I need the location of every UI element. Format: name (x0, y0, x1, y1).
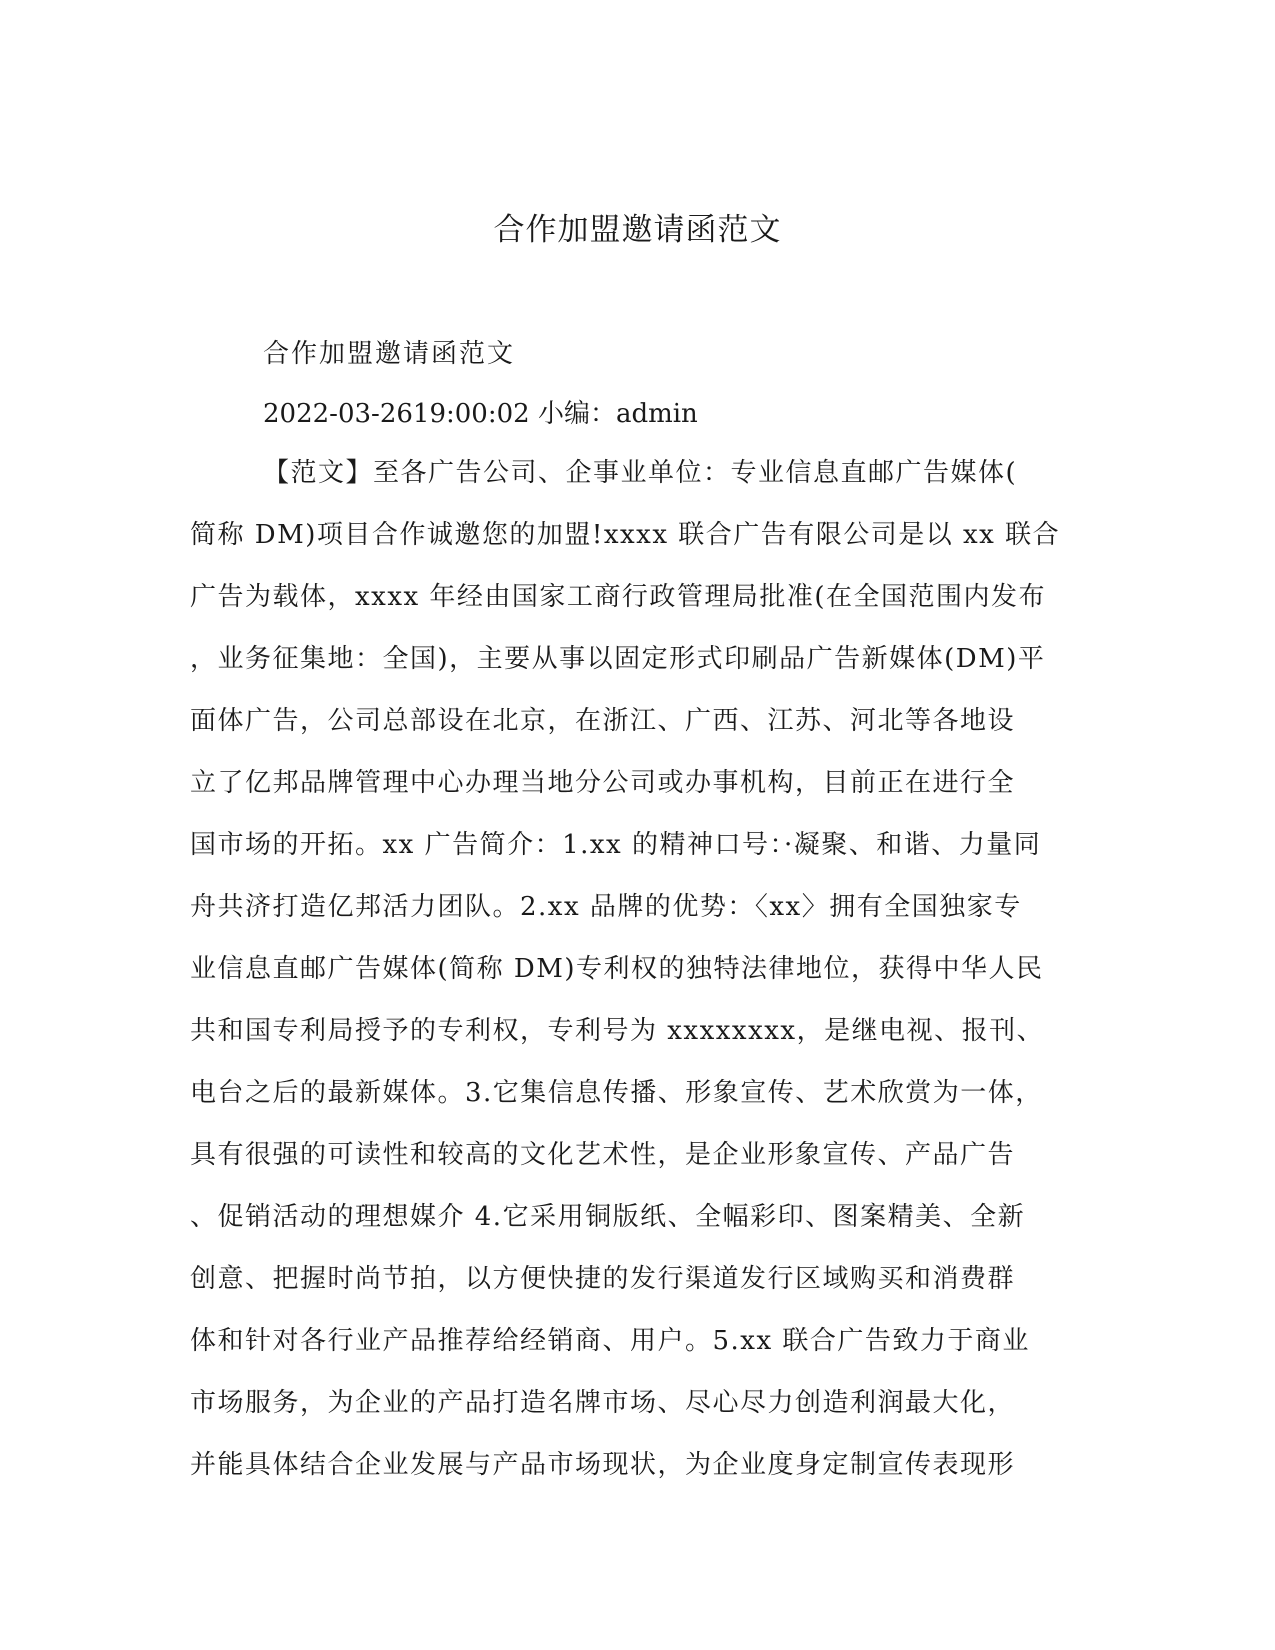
body-line: 并能具体结合企业发展与产品市场现状，为企业度身定制宣传表现形 (190, 1450, 1016, 1480)
body-line: 具有很强的可读性和较高的文化艺术性，是企业形象宣传、产品广告 (190, 1140, 1016, 1170)
body-line: 、促销活动的理想媒介 4.它采用铜版纸、全幅彩印、图案精美、全新 (190, 1202, 1026, 1232)
body-line: 简称 DM)项目合作诚邀您的加盟!xxxx 联合广告有限公司是以 xx 联合 (190, 520, 1061, 550)
document-meta: 2022-03-2619:00:02 小编：admin (263, 399, 698, 429)
body-line: 共和国专利局授予的专利权，专利号为 xxxxxxxx，是继电视、报刊、 (190, 1016, 1045, 1046)
body-line: 舟共济打造亿邦活力团队。2.xx 品牌的优势：〈xx〉拥有全国独家专 (190, 892, 1022, 922)
body-line: ，业务征集地：全国)，主要从事以固定形式印刷品广告新媒体(DM)平 (190, 644, 1046, 674)
body-line: 体和针对各行业产品推荐给经销商、用户。5.xx 联合广告致力于商业 (190, 1326, 1030, 1356)
body-line: 电台之后的最新媒体。3.它集信息传播、形象宣传、艺术欣赏为一体， (190, 1078, 1043, 1108)
body-line: 【范文】至各广告公司、企事业单位：专业信息直邮广告媒体( (263, 458, 1018, 488)
body-line: 面体广告，公司总部设在北京，在浙江、广西、江苏、河北等各地设 (190, 706, 1016, 736)
document-subtitle: 合作加盟邀请函范文 (263, 339, 516, 369)
body-line: 创意、把握时尚节拍，以方便快捷的发行渠道发行区域购买和消费群 (190, 1264, 1016, 1294)
body-line: 业信息直邮广告媒体(简称 DM)专利权的独特法律地位，获得中华人民 (190, 954, 1044, 984)
body-line: 立了亿邦品牌管理中心办理当地分公司或办事机构，目前正在进行全 (190, 768, 1016, 798)
body-line: 国市场的开拓。xx 广告简介：1.xx 的精神口号：·凝聚、和谐、力量同 (190, 830, 1042, 860)
document-title: 合作加盟邀请函范文 (493, 212, 782, 248)
document-body (190, 453, 1080, 1507)
body-line: 市场服务，为企业的产品打造名牌市场、尽心尽力创造利润最大化， (190, 1388, 1016, 1418)
body-line: 广告为载体，xxxx 年经由国家工商行政管理局批准(在全国范围内发布 (190, 582, 1047, 612)
